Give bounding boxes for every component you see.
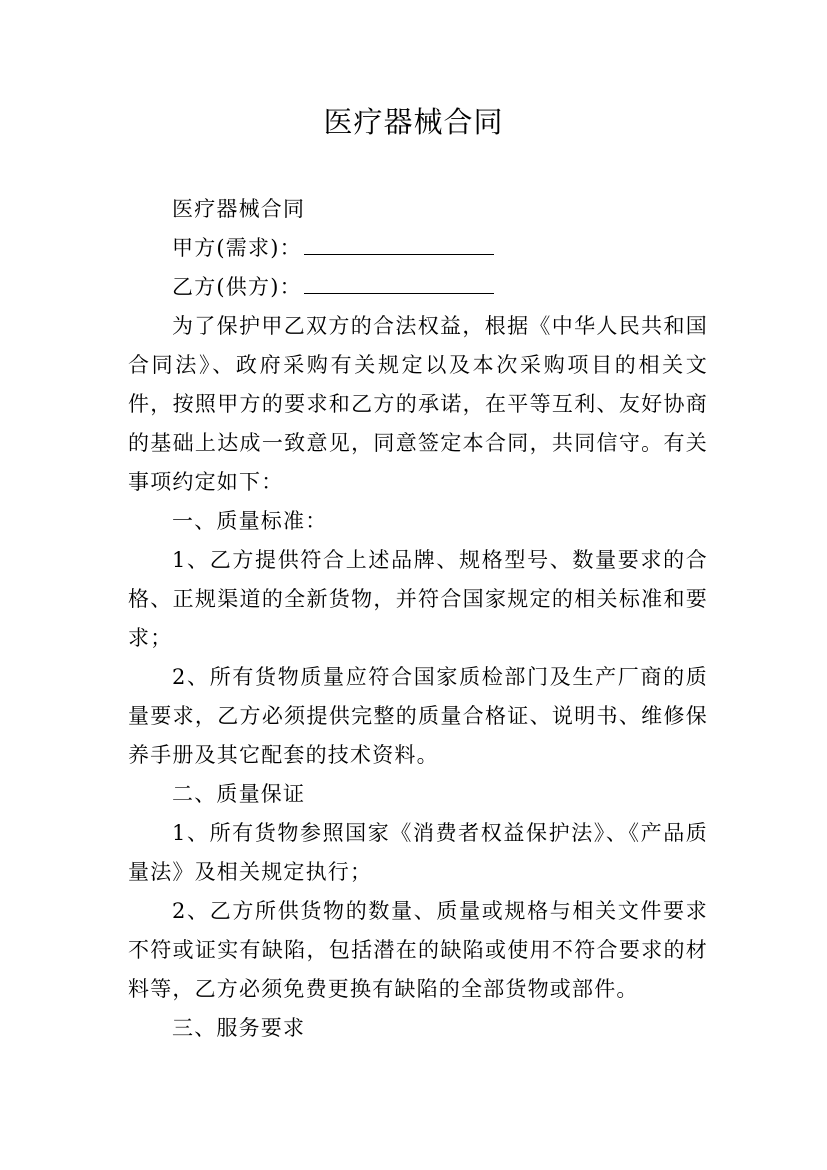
document-subtitle: 医疗器械合同 [172, 197, 306, 221]
section2-heading: 二、质量保证 [172, 782, 306, 806]
section1-item2: 2、所有货物质量应符合国家质检部门及生产厂商的质量要求，乙方必须提供完整的质量合格证、说明书、维修保养手册及其它配套的技术资料。 [128, 665, 708, 767]
party-a-line [128, 229, 708, 268]
party-a-blank-field[interactable] [304, 230, 494, 255]
section3-heading: 三、服务要求 [172, 1016, 306, 1040]
section2-item2: 2、乙方所供货物的数量、质量或规格与相关文件要求不符或证实有缺陷，包括潜在的缺陷或使用不符合要求的材料等，乙方必须免费更换有缺陷的全部货物或部件。 [128, 899, 708, 1001]
section2-item1: 1、所有货物参照国家《消费者权益保护法》、《产品质量法》及相关规定执行； [128, 821, 708, 884]
party-b-line [128, 268, 708, 307]
document-title: 医疗器械合同 [323, 105, 504, 139]
section1-item1: 1、乙方提供符合上述品牌、规格型号、数量要求的合格、正规渠道的全新货物，并符合国家规定的相关标准和要求； [128, 548, 708, 650]
party-a-label: 甲方(需求)： [172, 236, 302, 260]
intro-paragraph: 为了保护甲乙双方的合法权益，根据《中华人民共和国合同法》、政府采购有关规定以及本次采购项目的相关文件，按照甲方的要求和乙方的承诺，在平等互利、友好协商的基础上达成一致意见，同意签定本合同，共同信守。有关事项约定如下： [128, 314, 708, 494]
section1-heading: 一、质量标准： [172, 509, 328, 533]
party-b-label: 乙方(供方)： [172, 275, 302, 299]
document-body [128, 190, 708, 1048]
party-b-blank-field[interactable] [304, 269, 494, 294]
